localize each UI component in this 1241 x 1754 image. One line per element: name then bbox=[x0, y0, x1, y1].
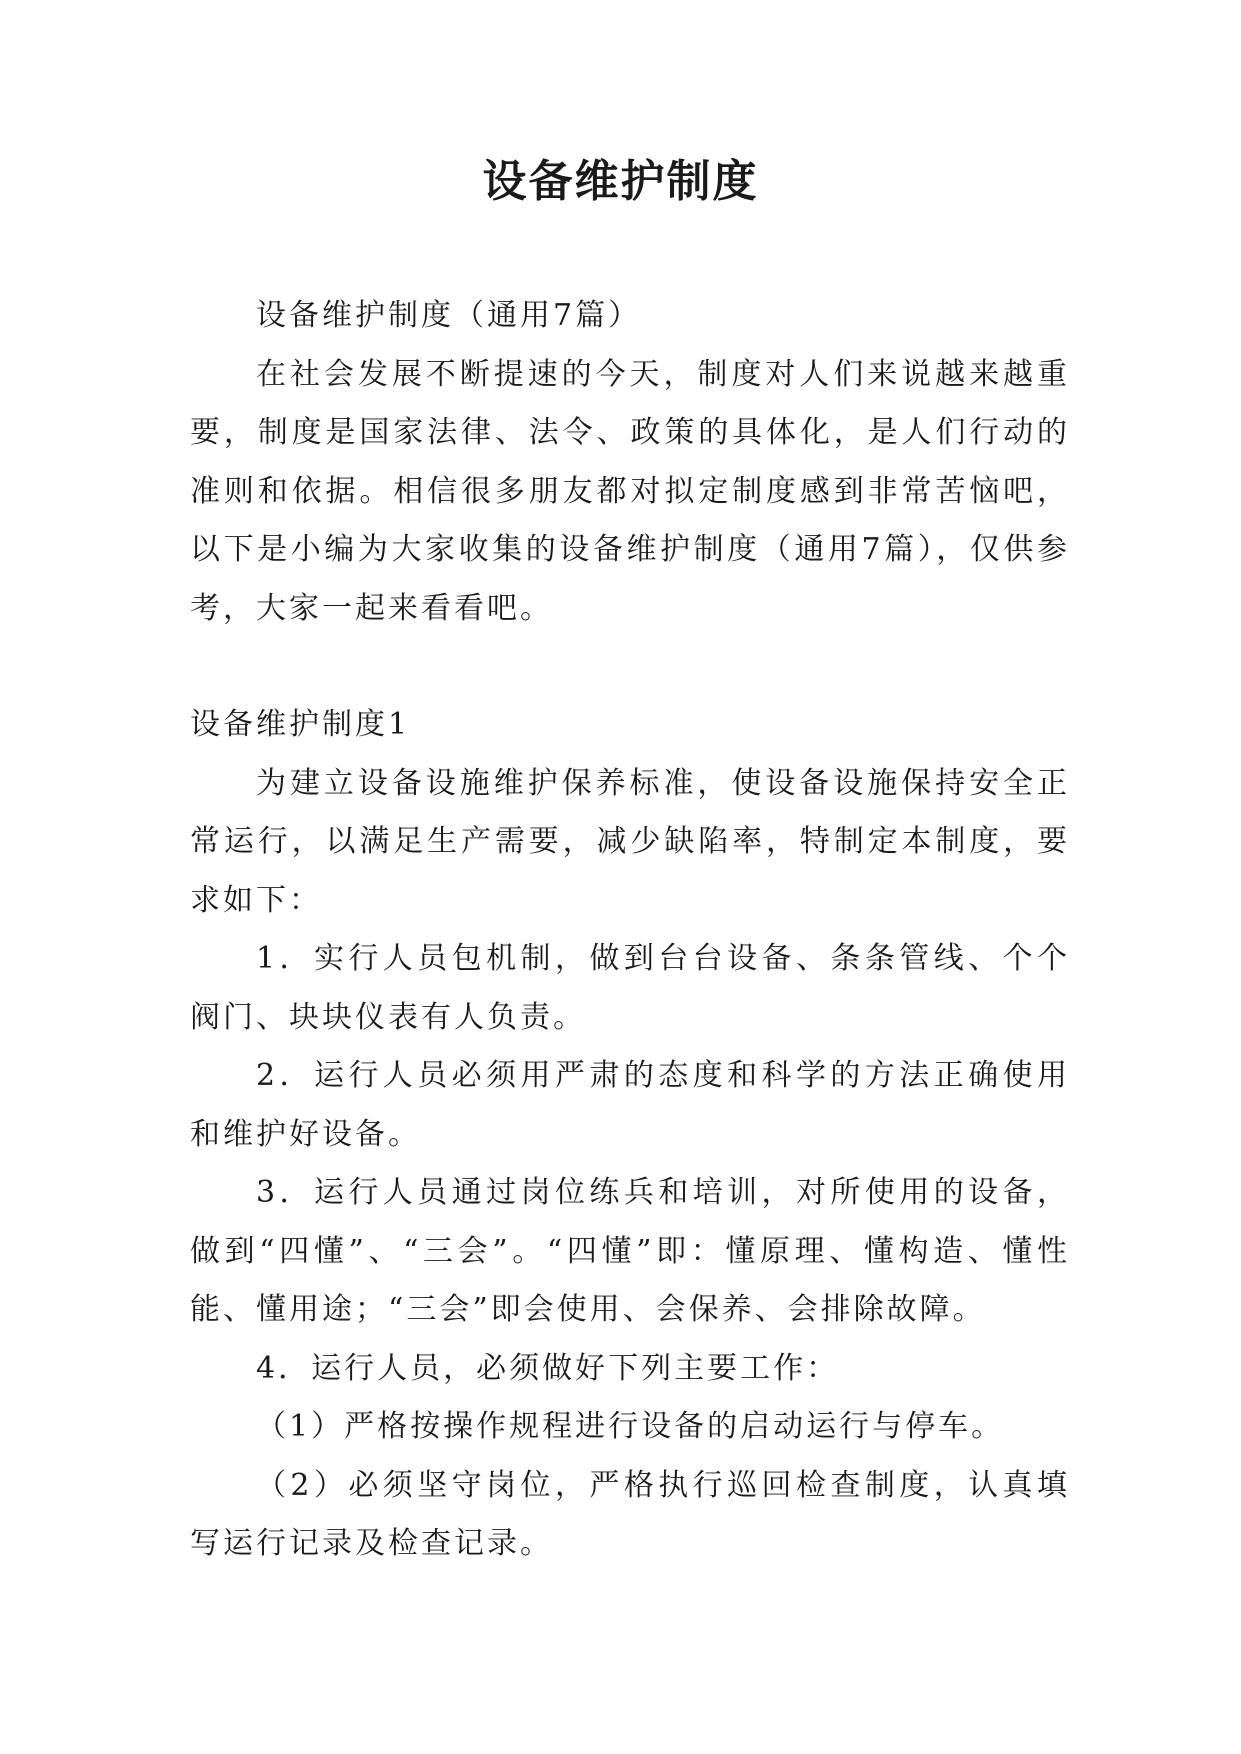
document-title: 设备维护制度 bbox=[482, 156, 759, 207]
document-subtitle: 设备维护制度（通用7篇） bbox=[256, 298, 642, 333]
document-body bbox=[190, 287, 1070, 1574]
list-item-1: 1．实行人员包机制，做到台台设备、条条管线、个个阀门、块块仪表有人负责。 bbox=[190, 941, 1070, 1035]
sub-item-1: （1）严格按操作规程进行设备的启动运行与停车。 bbox=[256, 1409, 1005, 1444]
list-item-4: 4．运行人员，必须做好下列主要工作： bbox=[256, 1350, 840, 1386]
section-heading: 设备维护制度1 bbox=[190, 707, 411, 742]
intro-paragraph: 在社会发展不断提速的今天，制度对人们来说越来越重要，制度是国家法律、法令、政策的具体化，是人们行动的准则和依据。相信很多朋友都对拟定制度感到非常苦恼吧，以下是小编为大家收集的设备维护制度（通用7篇），仅供参考，大家一起来看看吧。 bbox=[190, 356, 1070, 626]
section-spacer bbox=[190, 638, 1070, 696]
list-item-2: 2．运行人员必须用严肃的态度和科学的方法正确使用和维护好设备。 bbox=[190, 1058, 1070, 1152]
sub-item-2: （2）必须坚守岗位，严格执行巡回检查制度，认真填写运行记录及检查记录。 bbox=[190, 1467, 1070, 1561]
list-item-3: 3．运行人员通过岗位练兵和培训，对所使用的设备，做到“四懂”、“三会”。“四懂”即：懂原理、懂构造、懂性能、懂用途；“三会”即会使用、会保养、会排除故障。 bbox=[190, 1175, 1070, 1327]
section-intro-paragraph: 为建立设备设施维护保养标准，使设备设施保持安全正常运行，以满足生产需要，减少缺陷率，特制定本制度，要求如下： bbox=[190, 765, 1070, 918]
